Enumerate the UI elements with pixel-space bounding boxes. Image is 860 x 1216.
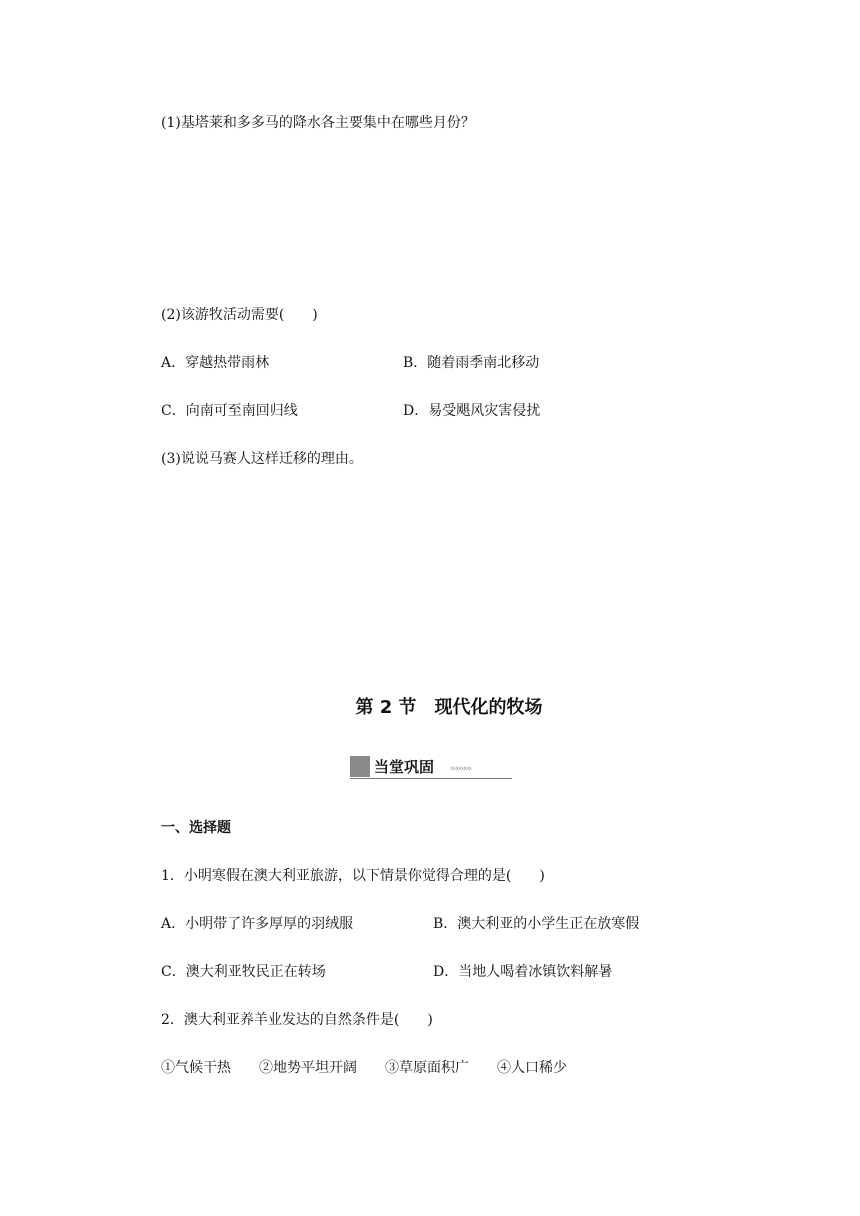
- question-2-choices: ①气候干热 ②地势平坦开阔 ③草原面积广 ④人口稀少: [161, 1060, 567, 1076]
- part-heading: 一、选择题: [161, 820, 231, 836]
- banner-arrows-icon: ››››››››: [450, 764, 471, 774]
- section-title: 第 2 节 现代化的牧场: [355, 697, 543, 718]
- question-1-option-a: A．小明带了许多厚厚的羽绒服: [161, 916, 354, 932]
- question-2-stem: 2．澳大利亚养羊业发达的自然条件是( ): [161, 1012, 433, 1028]
- q1-option-a: A．穿越热带雨林: [161, 355, 270, 371]
- question-1-option-b: B．澳大利亚的小学生正在放寒假: [433, 916, 640, 932]
- section-banner: [350, 756, 512, 779]
- banner-block: [350, 756, 370, 777]
- q1-option-c: C．向南可至南回归线: [161, 403, 298, 419]
- banner-label: 当堂巩固: [374, 758, 435, 776]
- question-1-stem: 1．小明寒假在澳大利亚旅游，以下情景你觉得合理的是( ): [161, 868, 545, 884]
- q1-option-b: B．随着雨季南北移动: [403, 355, 540, 371]
- q1-part2: (2)该游牧活动需要( ): [161, 307, 318, 323]
- question-1-option-d: D．当地人喝着冰镇饮料解暑: [433, 964, 613, 980]
- question-1-option-c: C．澳大利亚牧民正在转场: [161, 964, 326, 980]
- q1-part1: (1)基塔莱和多多马的降水各主要集中在哪些月份？: [161, 115, 475, 131]
- q1-option-d: D．易受飓风灾害侵扰: [403, 403, 541, 419]
- q1-part3: (3)说说马赛人这样迁移的理由。: [161, 451, 363, 467]
